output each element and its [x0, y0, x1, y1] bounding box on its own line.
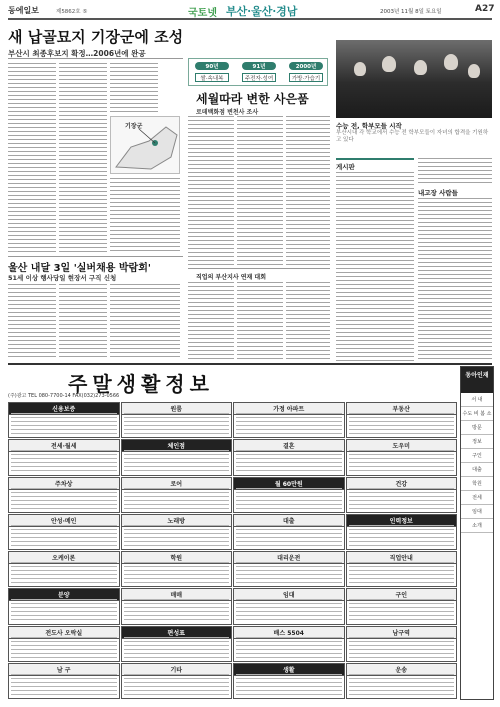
ad-cell-title: 대출: [234, 515, 344, 527]
timeline-year-1: 90년: [195, 62, 229, 70]
classifieds-subline: (주)광고 TEL 080-7700-14 FAX(032)273-0566: [8, 393, 120, 399]
ad-cell-title: 남 구: [9, 664, 119, 676]
article2-headline: 세월따라 변한 사은품: [196, 92, 309, 106]
issue-info: 제5862호 ⑤: [56, 9, 88, 15]
ad-cell: [346, 588, 458, 624]
ad-cell: [233, 663, 345, 699]
article3-col2: [59, 284, 107, 360]
ad-cell: [121, 477, 233, 513]
ad-cell-title: 운송: [347, 664, 457, 676]
article1-col1: [8, 63, 56, 253]
people-intro: [418, 158, 492, 186]
ad-cell: [121, 439, 233, 475]
bulletin-body: [336, 172, 414, 362]
classifieds-sidebar: [460, 366, 494, 700]
issue-date: 2003년 11월 8일 토요일: [380, 9, 442, 15]
timeline-year-2: 91년: [242, 62, 276, 70]
classifieds-header: [8, 366, 458, 400]
ad-cell-title: 부동산: [347, 403, 457, 415]
ad-cell: [8, 477, 120, 513]
map-label: 기장군: [125, 123, 143, 130]
ad-cell-title: 체인점: [122, 440, 232, 452]
article2-col1: [188, 116, 234, 266]
ad-cell-title: 임대: [234, 589, 344, 601]
ad-cell: [8, 626, 120, 662]
ad-cell: [346, 551, 458, 587]
ad-cell: [346, 626, 458, 662]
people-title: 내고장 사람들: [418, 189, 458, 197]
section-logo: 국토넷: [188, 8, 217, 19]
page-number: A27: [475, 4, 495, 14]
ad-cell: [346, 439, 458, 475]
ad-cell: [346, 663, 458, 699]
photo-caption-title: 수능 전, 학부모들 시작: [336, 122, 402, 130]
ad-cell-title: 전도사 오락실: [9, 627, 119, 639]
article1-col3: [110, 63, 158, 113]
article2-col3: [286, 116, 330, 266]
classifieds-grid: [8, 402, 458, 700]
ad-cell-title: 구인: [347, 589, 457, 601]
sidebar-item: 수도 비 봄 소: [461, 407, 493, 421]
article3-subhead: 51세 이상 행사당일 현장서 구직 신청: [8, 274, 117, 282]
ad-cell: [233, 626, 345, 662]
ad-cell-title: 학원: [122, 552, 232, 564]
article4-sublabel: 직업의 부산지사 연재 대회: [196, 274, 267, 281]
ad-cell: [8, 588, 120, 624]
ad-cell-title: 분양: [9, 589, 119, 601]
ad-cell: [121, 588, 233, 624]
sidebar-brand: 동아인재: [461, 367, 493, 393]
article2-sublabel: 로데백화점 변천사 조사: [196, 109, 259, 116]
timeline-item-2: 주전자·성여: [242, 73, 276, 82]
people-body: [418, 198, 492, 362]
article1-col4: [110, 178, 180, 253]
timeline-year-3: 2000년: [289, 62, 323, 70]
ad-cell-title: 인력정보: [347, 515, 457, 527]
ad-cell: [8, 439, 120, 475]
timeline-item-1: 쌀·속내복: [195, 73, 229, 82]
sidebar-item: 정보: [461, 435, 493, 449]
article3-headline: 울산 내달 3일 '실버채용 박람회': [8, 263, 151, 274]
article4-col2: [237, 282, 283, 360]
article3-col3: [110, 284, 180, 360]
ad-cell-title: 오케이론: [9, 552, 119, 564]
ad-cell: [8, 663, 120, 699]
ad-cell-title: 대리운전: [234, 552, 344, 564]
article4-col3: [286, 282, 330, 360]
ad-cell: [233, 551, 345, 587]
ad-cell: [121, 402, 233, 438]
sidebar-item: 학원: [461, 477, 493, 491]
ad-cell: [233, 588, 345, 624]
article2-col2: [237, 116, 283, 266]
ad-cell-title: 주차상: [9, 478, 119, 490]
ad-cell: [8, 402, 120, 438]
ad-cell-title: 편성표: [122, 627, 232, 639]
ad-cell-title: 배스 5504: [234, 627, 344, 639]
section-title: 부산·울산·경남: [226, 5, 298, 18]
ad-cell: [121, 514, 233, 550]
article1-headline: 새 납골묘지 기장군에 조성: [8, 28, 184, 46]
ad-cell-title: 남구역: [347, 627, 457, 639]
ad-cell-title: 생활: [234, 664, 344, 676]
ad-cell: [233, 514, 345, 550]
article3-col1: [8, 284, 56, 360]
timeline-item-3: 가방·가습기: [289, 73, 323, 82]
location-map: [110, 116, 180, 174]
ad-cell: [121, 663, 233, 699]
ad-cell: [346, 477, 458, 513]
ad-cell-title: 결혼: [234, 440, 344, 452]
sidebar-item: 임대: [461, 505, 493, 519]
ad-cell-title: 노래방: [122, 515, 232, 527]
ad-cell-title: 안성·메인: [9, 515, 119, 527]
sidebar-item: 전세: [461, 491, 493, 505]
ad-cell-title: 직업안내: [347, 552, 457, 564]
page-header: [8, 4, 495, 20]
map-graphic: [111, 117, 181, 175]
ad-cell: [121, 626, 233, 662]
classifieds-title: 주말생활정보: [68, 372, 214, 396]
ad-cell: [8, 514, 120, 550]
ad-cell-title: 전세·월세: [9, 440, 119, 452]
ad-cell: [346, 514, 458, 550]
ad-cell: [233, 477, 345, 513]
ad-cell-title: 매매: [122, 589, 232, 601]
ad-cell-title: 건강: [347, 478, 457, 490]
ad-cell-title: 신용보증: [9, 403, 119, 415]
ad-cell: [121, 551, 233, 587]
photo-caption-text: 부산시내 각 학교에서 수능 전 학부모들이 자녀의 합격을 기원하고 있다: [336, 130, 489, 143]
ad-cell: [8, 551, 120, 587]
ad-cell-title: 월 60만원: [234, 478, 344, 490]
article4-col1: [188, 282, 234, 360]
ad-cell-title: 원룸: [122, 403, 232, 415]
sidebar-item: 서 내: [461, 393, 493, 407]
news-photo: [336, 40, 492, 118]
sidebar-item: 소개: [461, 519, 493, 533]
ad-cell-title: 도우미: [347, 440, 457, 452]
ad-cell-title: 가정 아파트: [234, 403, 344, 415]
ad-cell: [233, 402, 345, 438]
sidebar-item: 대출: [461, 463, 493, 477]
article1-subhead: 부산시 최종후보지 확정…2006년에 완공: [8, 49, 146, 58]
sidebar-item: 방문: [461, 421, 493, 435]
ad-cell-title: 로어: [122, 478, 232, 490]
bulletin-title: 게시판: [336, 163, 355, 171]
publication-name: 동에일보: [8, 6, 39, 15]
ad-cell-title: 기타: [122, 664, 232, 676]
gift-timeline: [188, 58, 328, 86]
ad-cell: [233, 439, 345, 475]
sidebar-item: 구인: [461, 449, 493, 463]
ad-cell: [346, 402, 458, 438]
article1-col2: [59, 63, 107, 253]
